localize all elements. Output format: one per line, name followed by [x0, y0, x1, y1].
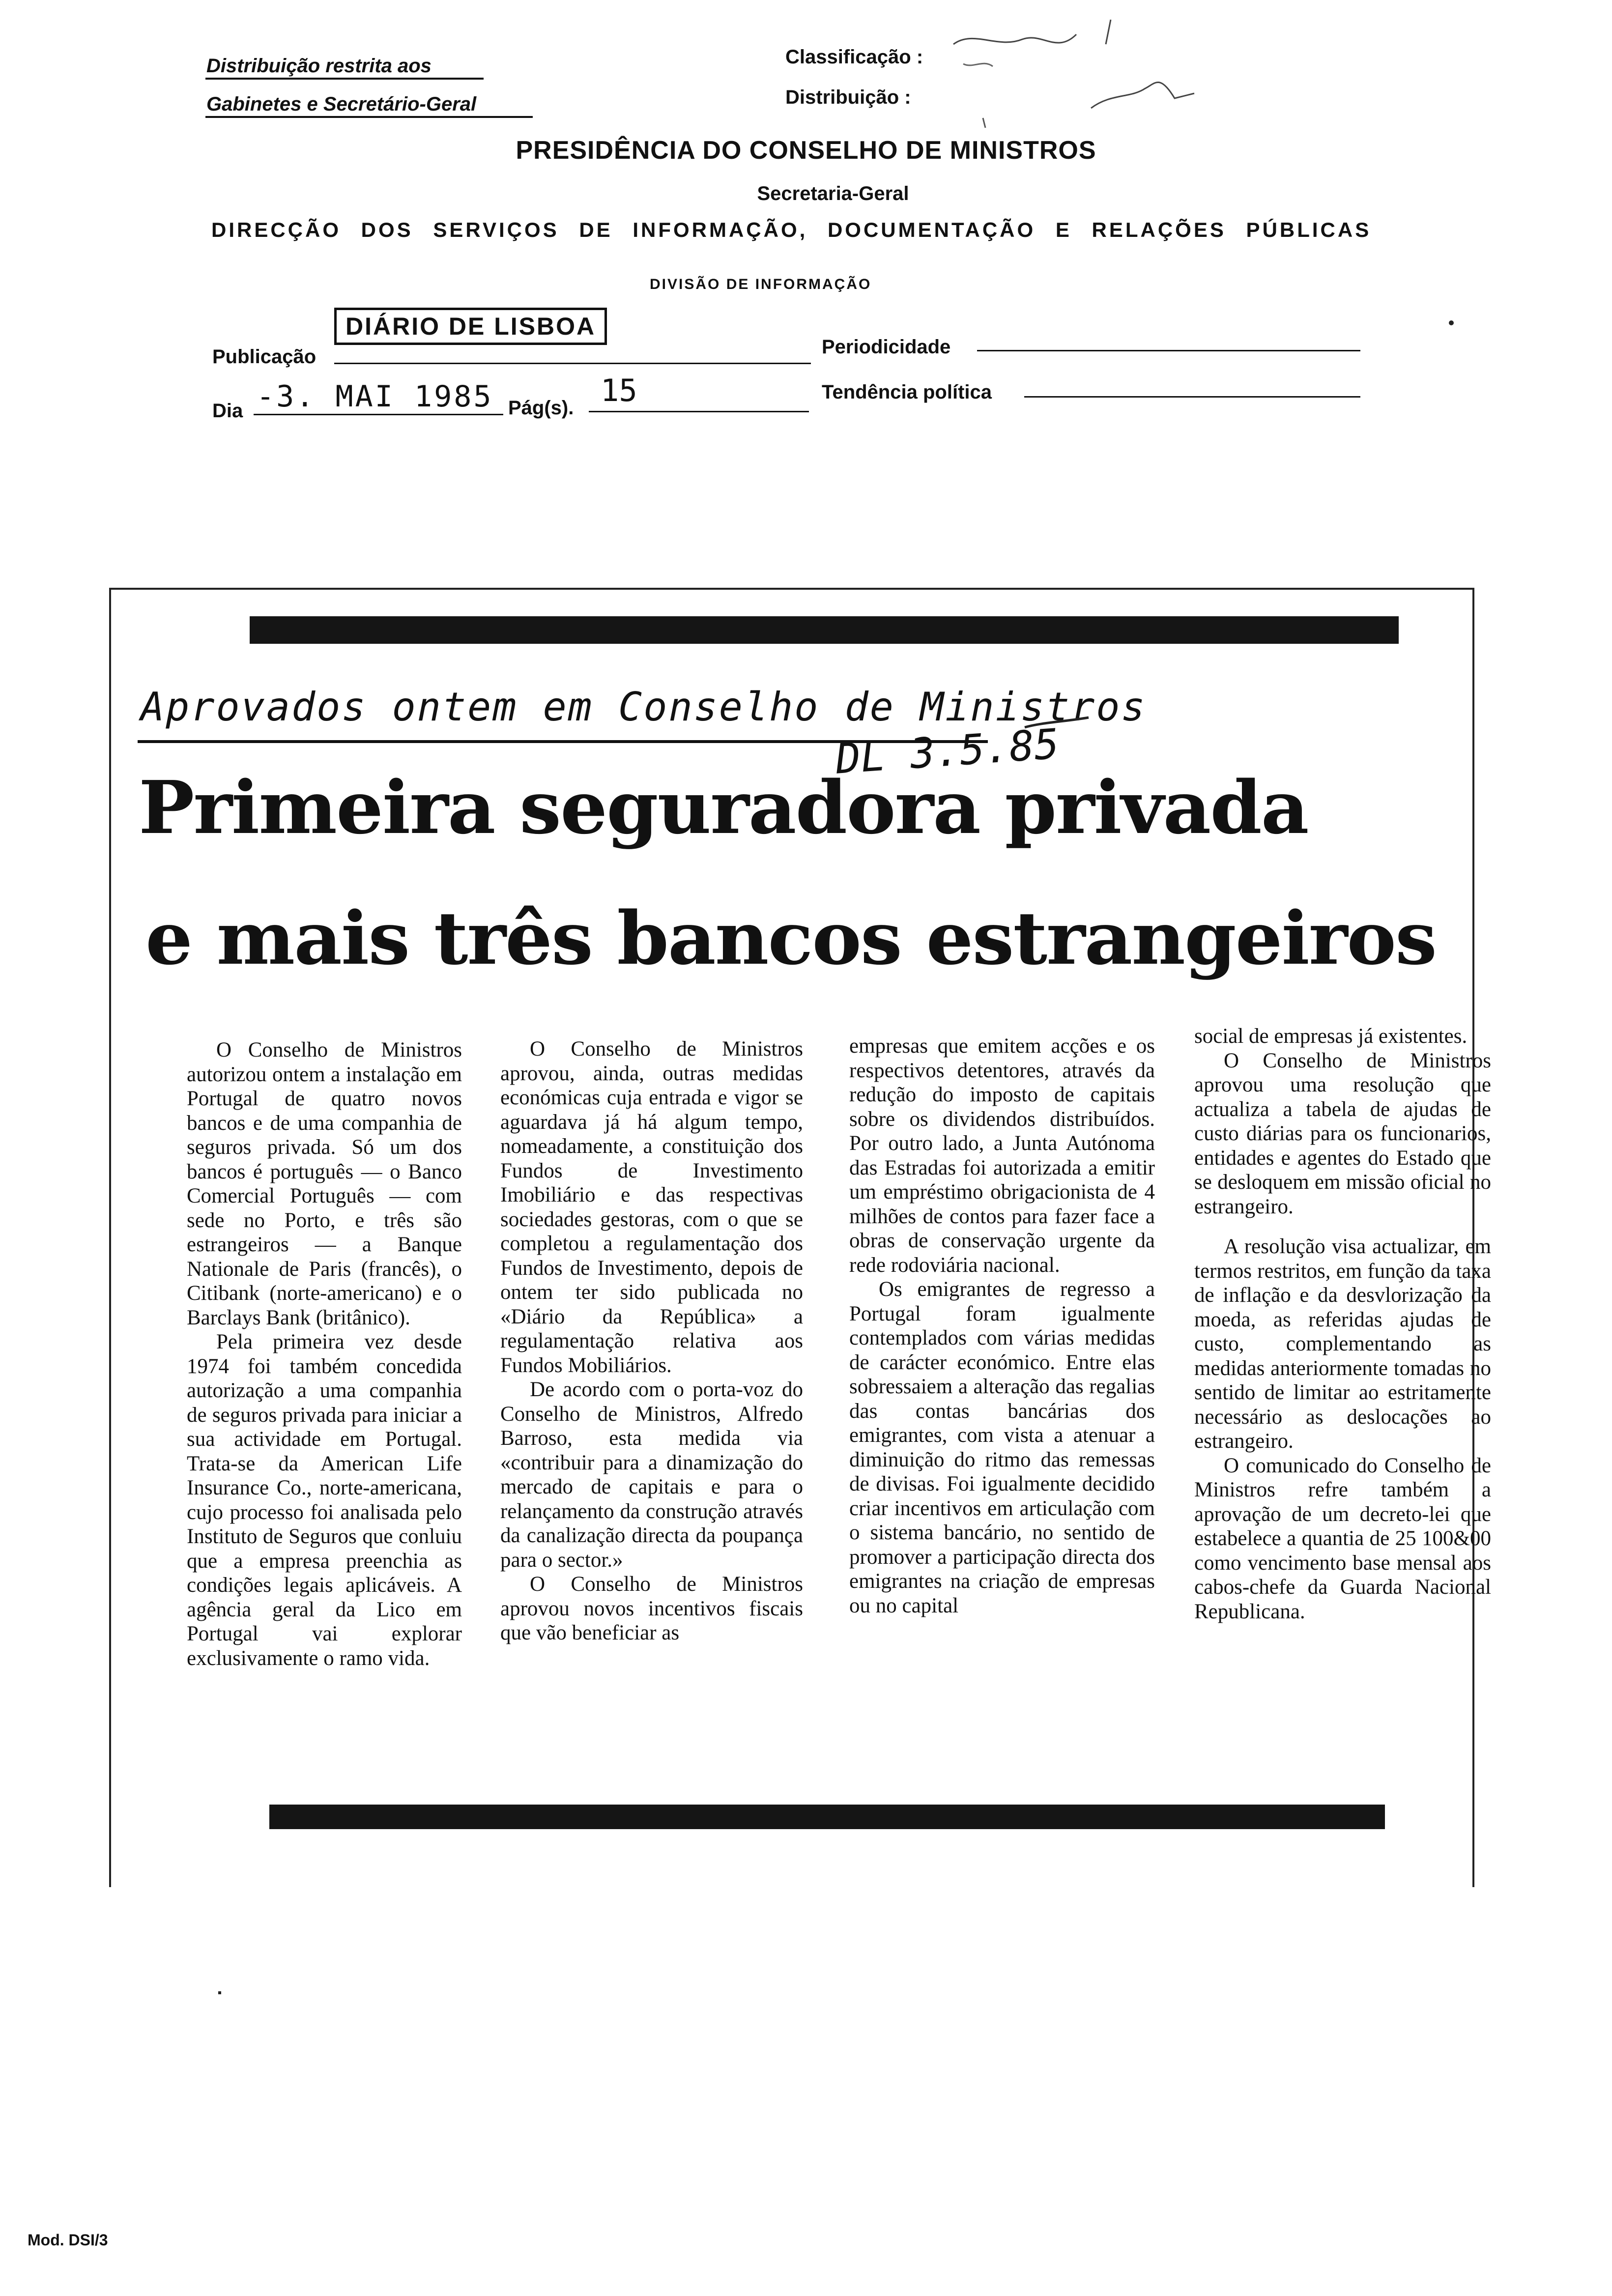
dia-label: Dia	[212, 400, 243, 422]
form-code: Mod. DSI/3	[28, 2231, 108, 2249]
pag-label: Pág(s).	[508, 397, 574, 419]
periodicidade-line	[977, 350, 1360, 351]
org-subtitle: Secretaria-Geral	[757, 183, 909, 204]
header-rule	[205, 116, 533, 118]
restricted-distribution-line2: Gabinetes e Secretário-Geral	[206, 93, 477, 115]
dia-stamp-value: -3. MAI 1985	[257, 379, 493, 414]
article-column-2	[500, 1037, 803, 1645]
org-title: PRESIDÊNCIA DO CONSELHO DE MINISTROS	[516, 136, 1096, 165]
tendencia-label: Tendência política	[822, 381, 992, 403]
article-kicker: Aprovados ontem em Conselho de Ministros	[141, 684, 1147, 730]
clipping-bottom-bar	[269, 1805, 1385, 1829]
clipping-top-bar	[250, 616, 1399, 644]
handwritten-scribble	[944, 15, 1238, 128]
distribuicao-label: Distribuição :	[785, 86, 911, 108]
publicacao-line	[334, 363, 811, 364]
classificacao-label: Classificação :	[785, 46, 923, 68]
article-column-4	[1194, 1024, 1491, 1624]
headline-line2: e mais três bancos estrangeiros	[145, 895, 1436, 981]
article-paragraph: O Conselho de Ministros aprovou, ainda, outras medidas económicas cuja entrada e vigor se aguardava já há algum tempo, nomeadamente, a constituição dos Fundos de Investimento Imobiliário e das respectivas sociedades gestoras, com o que se completou a regulamentação dos Fundos de Investimento, depois de ontem ter sido publicada no «Diário da República» a regulamentação relativa aos Fundos Mobiliários.	[500, 1037, 803, 1377]
publicacao-label: Publicação	[212, 346, 317, 368]
header-rule	[205, 78, 484, 80]
article-paragraph: O Conselho de Ministros autorizou ontem a instalação em Portugal de quatro novos bancos e de uma companhia de seguros privada. Só um dos bancos é português — o Banco Comercial Português — com sede no Porto, e três são estrangeiros — a Banque Nationale de Paris (francês), o Citibank (norte-americano) e o Barclays Bank (britânico).	[187, 1038, 462, 1329]
handwritten-stroke	[1022, 708, 1091, 737]
article-paragraph: Pela primeira vez desde 1974 foi também concedida autorização a uma companhia de seguros privada para iniciar a sua actividade em Portugal. Trata-se da American Life Insurance Co., norte-americana, cujo processo foi analisada pelo Instituto de Seguros que conluiu que a empresa preenchia as condições legais aplicáveis. A agência geral da Lico em Portugal vai explorar exclusivamente o ramo vida.	[187, 1330, 462, 1670]
stray-mark	[1449, 320, 1454, 325]
org-department: DIRECÇÃO DOS SERVIÇOS DE INFORMAÇÃO, DOCUMENTAÇÃO E RELAÇÕES PÚBLICAS	[211, 218, 1372, 241]
article-paragraph: A resolução visa actualizar, em termos restritos, em função da taxa de inflação e da desvlorização da moeda, as referidas ajudas de custo, complementando as medidas anteriormente tomadas no sentido de limitar ao estritamente necessário as deslocações ao estrangeiro.	[1194, 1235, 1491, 1453]
article-paragraph: O Conselho de Ministros aprovou uma resolução que actualiza a tabela de ajudas de custo diárias para os funcionarios, entidades e agentes do Estado que se desloquem em missão oficial no estrangeiro.	[1194, 1049, 1491, 1218]
restricted-distribution-line1: Distribuição restrita aos	[206, 55, 432, 77]
tendencia-line	[1024, 396, 1360, 398]
publication-stamp: DIÁRIO DE LISBOA	[334, 308, 607, 345]
headline-line1: Primeira seguradora privada	[139, 765, 1308, 850]
handwritten-date-annotation: DL 3.5.85	[834, 719, 1061, 783]
article-paragraph: O comunicado do Conselho de Ministros refre também a aprovação de um decreto-lei que estabelece a quantia de 25 100&00 como vencimento base mensal aos cabos-chefe da Guarda Nacional Republicana.	[1194, 1454, 1491, 1623]
article-column-1	[187, 1038, 462, 1670]
article-paragraph: social de empresas já existentes.	[1194, 1025, 1468, 1048]
article-paragraph: De acordo com o porta-voz do Conselho de Ministros, Alfredo Barroso, esta medida via «contribuir para a dinamização do mercado de capitais e para o relançamento da construção através da canalização directa da poupança para o sector.»	[500, 1378, 803, 1572]
article-paragraph: Os emigrantes de regresso a Portugal foram igualmente contemplados com várias medidas de carácter económico. Entre elas sobressaiem a alteração das regalias das contas bancárias dos emigrantes, com vista a atenuar a diminuição do ritmo das remessas de divisas. Foi igualmente decidido criar incentivos em articulação com o sistema bancário, no sentido de promover a participação directa dos emigrantes na criação de empresas ou no capital	[849, 1278, 1155, 1617]
pag-handwritten-value: 15	[601, 373, 637, 408]
org-division: DIVISÃO DE INFORMAÇÃO	[650, 276, 872, 292]
periodicidade-label: Periodicidade	[822, 336, 951, 358]
dia-line	[254, 414, 503, 415]
article-paragraph: empresas que emitem acções e os respectivos detentores, através da redução do imposto de capitais sobre os dividendos distribuídos. Por outro lado, a Junta Autónoma das Estradas foi autorizada a emitir um empréstimo obrigacionista de 4 milhões de contos para fazer face a obras de conservação urgente da rede rodoviária nacional.	[849, 1034, 1155, 1277]
article-paragraph: O Conselho de Ministros aprovou novos incentivos fiscais que vão beneficiar as	[500, 1573, 803, 1644]
article-column-3	[849, 1034, 1155, 1618]
pag-line	[589, 411, 809, 412]
stray-mark	[218, 1991, 221, 1994]
